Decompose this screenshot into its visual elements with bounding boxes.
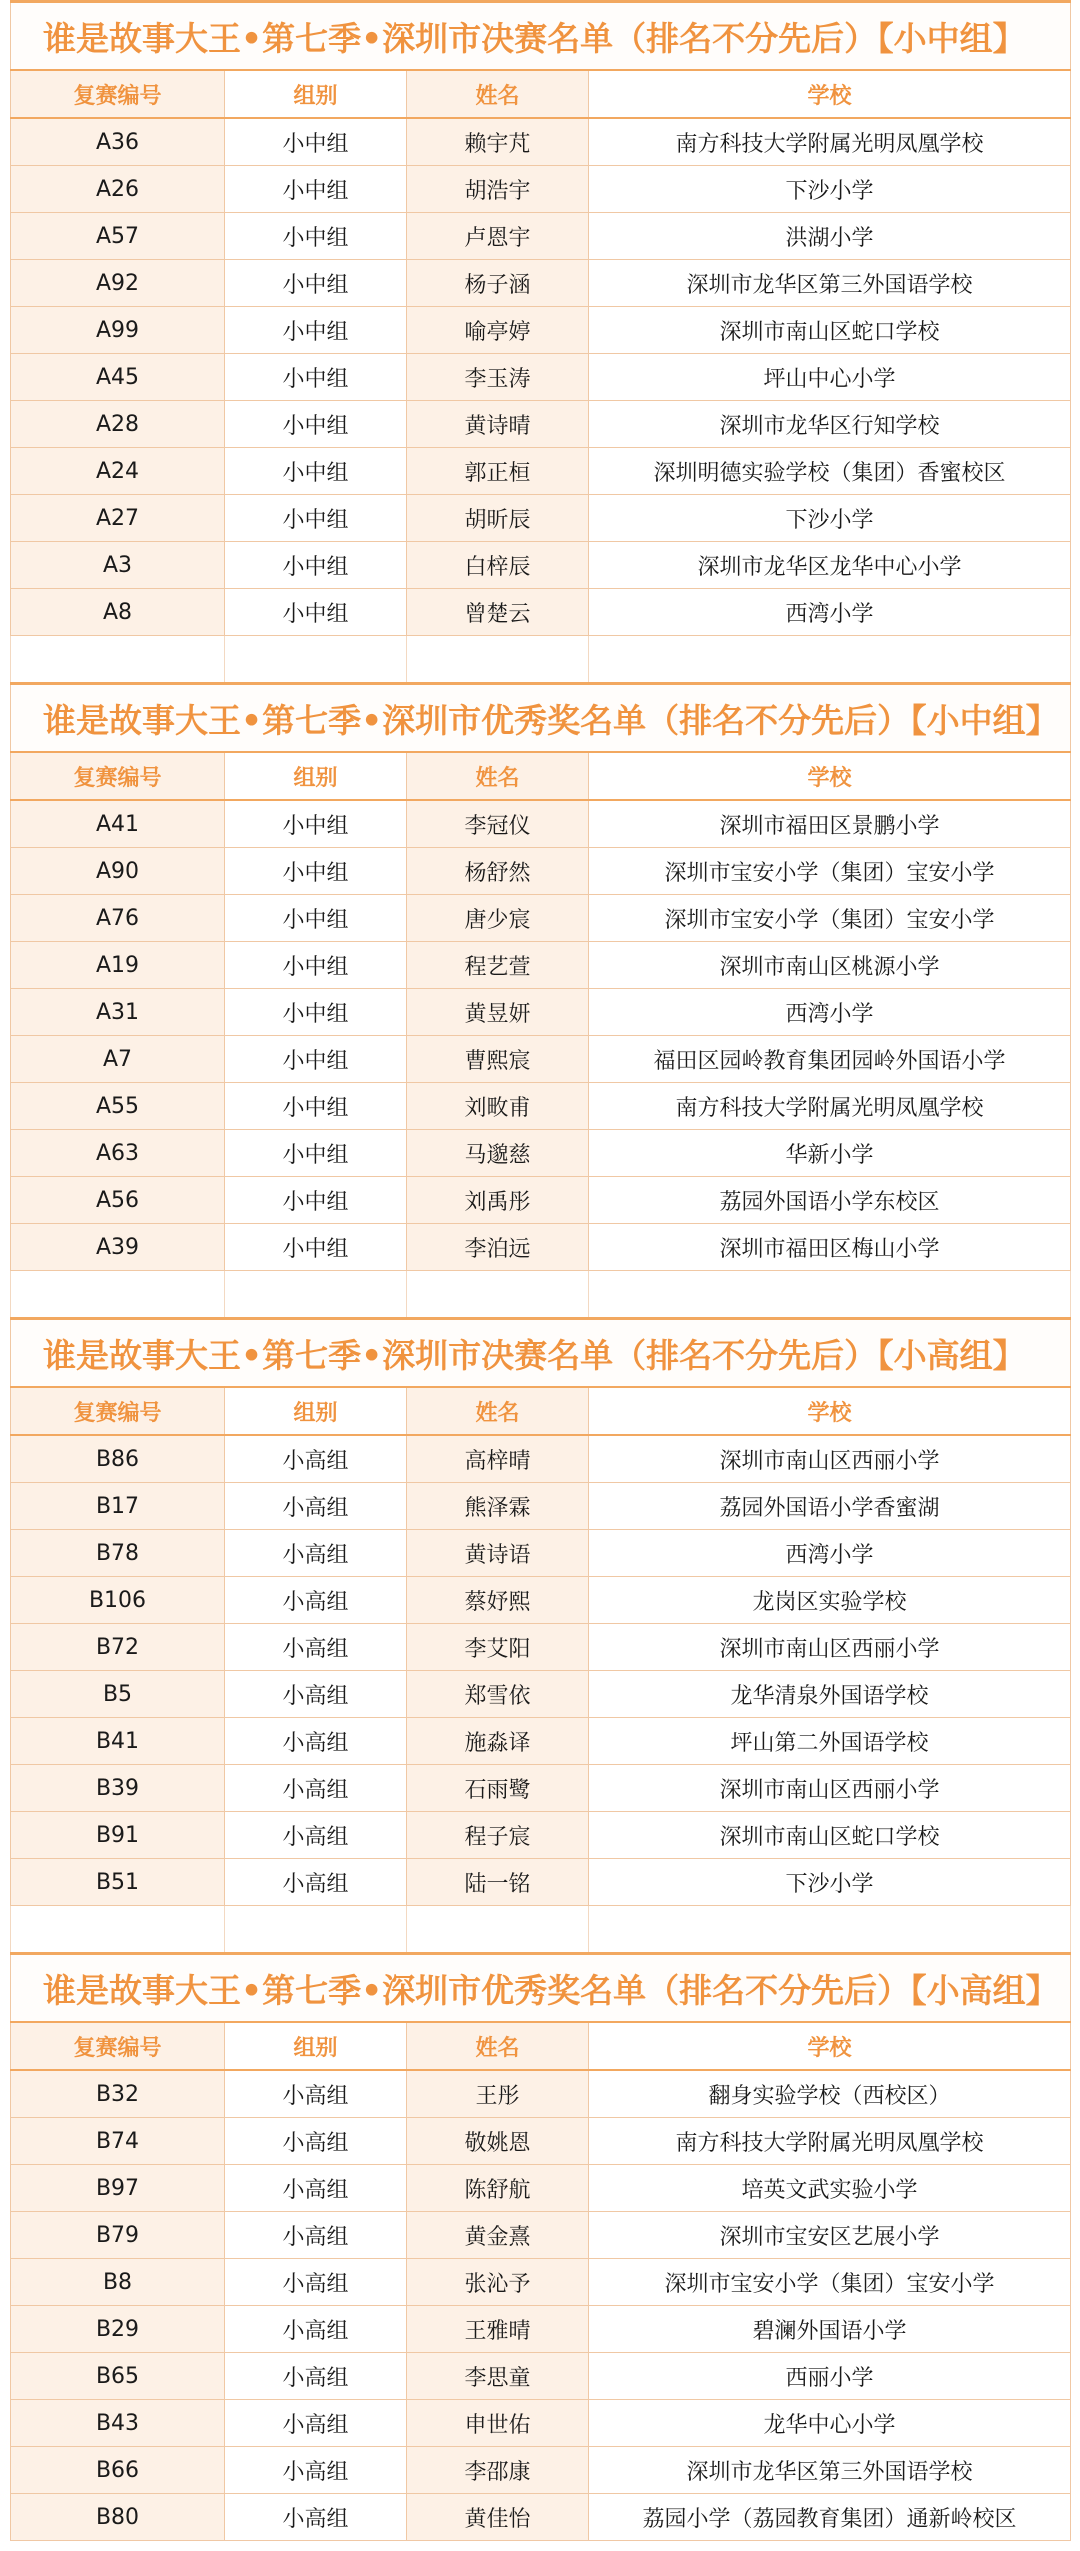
cell-group: 小高组 [225, 1624, 407, 1671]
cell-school: 西湾小学 [589, 989, 1071, 1036]
cell-name: 陈舒航 [407, 2165, 589, 2212]
cell-id: A19 [11, 942, 225, 989]
table-row [11, 1130, 1071, 1177]
cell-group: 小高组 [225, 2353, 407, 2400]
table-row [11, 1530, 1071, 1577]
cell-id: B80 [11, 2494, 225, 2541]
cell-school: 龙岗区实验学校 [589, 1577, 1071, 1624]
cell-group: 小中组 [225, 213, 407, 260]
table-row [11, 1624, 1071, 1671]
cell-id: A28 [11, 401, 225, 448]
cell-id: B106 [11, 1577, 225, 1624]
cell-school: 深圳明德实验学校（集团）香蜜校区 [589, 448, 1071, 495]
cell-id: A55 [11, 1083, 225, 1130]
header-group: 组别 [225, 752, 407, 800]
cell-school: 南方科技大学附属光明凤凰学校 [589, 1083, 1071, 1130]
cell-school: 西湾小学 [589, 1530, 1071, 1577]
spacer-cell [407, 636, 589, 684]
cell-name: 王彤 [407, 2070, 589, 2118]
cell-school: 深圳市南山区西丽小学 [589, 1435, 1071, 1483]
cell-group: 小中组 [225, 354, 407, 401]
cell-group: 小高组 [225, 1671, 407, 1718]
table-row [11, 2118, 1071, 2165]
cell-id: B41 [11, 1718, 225, 1765]
header-name: 姓名 [407, 70, 589, 118]
cell-group: 小高组 [225, 2165, 407, 2212]
table-row [11, 118, 1071, 166]
section-title-row [11, 684, 1071, 753]
cell-school: 下沙小学 [589, 495, 1071, 542]
table-row [11, 589, 1071, 636]
cell-school: 深圳市宝安小学（集团）宝安小学 [589, 2259, 1071, 2306]
cell-name: 蔡妤熙 [407, 1577, 589, 1624]
cell-school: 深圳市龙华区行知学校 [589, 401, 1071, 448]
cell-group: 小高组 [225, 2070, 407, 2118]
cell-school: 荔园外国语小学香蜜湖 [589, 1483, 1071, 1530]
cell-school: 深圳市南山区西丽小学 [589, 1624, 1071, 1671]
cell-school: 深圳市南山区蛇口学校 [589, 1812, 1071, 1859]
cell-name: 施淼译 [407, 1718, 589, 1765]
section-title: 谁是故事大王•第七季•深圳市决赛名单（排名不分先后）【小高组】 [11, 1319, 1071, 1388]
cell-name: 李泊远 [407, 1224, 589, 1271]
cell-group: 小高组 [225, 1435, 407, 1483]
cell-school: 南方科技大学附属光明凤凰学校 [589, 2118, 1071, 2165]
cell-id: A3 [11, 542, 225, 589]
cell-school: 深圳市福田区梅山小学 [589, 1224, 1071, 1271]
cell-name: 曹熙宸 [407, 1036, 589, 1083]
spacer-cell [589, 636, 1071, 684]
cell-id: A90 [11, 848, 225, 895]
cell-name: 高梓晴 [407, 1435, 589, 1483]
table-row [11, 848, 1071, 895]
cell-name: 胡昕辰 [407, 495, 589, 542]
cell-name: 黄诗语 [407, 1530, 589, 1577]
cell-name: 曾楚云 [407, 589, 589, 636]
table-row [11, 542, 1071, 589]
cell-id: B17 [11, 1483, 225, 1530]
cell-id: A41 [11, 800, 225, 848]
cell-id: B43 [11, 2400, 225, 2447]
cell-name: 胡浩宇 [407, 166, 589, 213]
cell-school: 荔园小学（荔园教育集团）通新岭校区 [589, 2494, 1071, 2541]
cell-name: 李冠仪 [407, 800, 589, 848]
cell-id: B97 [11, 2165, 225, 2212]
cell-name: 石雨鹭 [407, 1765, 589, 1812]
cell-id: B39 [11, 1765, 225, 1812]
table-row [11, 307, 1071, 354]
header-id: 复赛编号 [11, 1387, 225, 1435]
table-row [11, 1765, 1071, 1812]
cell-id: A57 [11, 213, 225, 260]
cell-name: 程艺萱 [407, 942, 589, 989]
table-row [11, 1859, 1071, 1906]
table-row [11, 1718, 1071, 1765]
cell-group: 小中组 [225, 800, 407, 848]
spacer-cell [407, 1906, 589, 1954]
header-id: 复赛编号 [11, 2022, 225, 2070]
cell-school: 华新小学 [589, 1130, 1071, 1177]
table-row [11, 401, 1071, 448]
cell-name: 李思童 [407, 2353, 589, 2400]
table-row [11, 1483, 1071, 1530]
cell-school: 下沙小学 [589, 166, 1071, 213]
cell-school: 深圳市南山区桃源小学 [589, 942, 1071, 989]
cell-school: 深圳市福田区景鹏小学 [589, 800, 1071, 848]
cell-name: 李玉涛 [407, 354, 589, 401]
section-title: 谁是故事大王•第七季•深圳市决赛名单（排名不分先后）【小中组】 [11, 2, 1071, 71]
cell-name: 熊泽霖 [407, 1483, 589, 1530]
header-group: 组别 [225, 2022, 407, 2070]
section-title-row [11, 2, 1071, 71]
cell-group: 小高组 [225, 1718, 407, 1765]
header-name: 姓名 [407, 752, 589, 800]
cell-group: 小中组 [225, 1130, 407, 1177]
cell-group: 小高组 [225, 1765, 407, 1812]
cell-name: 卢恩宇 [407, 213, 589, 260]
spacer-cell [589, 1906, 1071, 1954]
cell-id: B32 [11, 2070, 225, 2118]
cell-name: 张沁予 [407, 2259, 589, 2306]
cell-id: A27 [11, 495, 225, 542]
header-id: 复赛编号 [11, 752, 225, 800]
header-name: 姓名 [407, 1387, 589, 1435]
table-row [11, 942, 1071, 989]
spacer-cell [11, 1906, 225, 1954]
cell-school: 下沙小学 [589, 1859, 1071, 1906]
spacer-cell [225, 1906, 407, 1954]
table-row [11, 989, 1071, 1036]
cell-school: 深圳市宝安小学（集团）宝安小学 [589, 848, 1071, 895]
cell-name: 黄昱妍 [407, 989, 589, 1036]
table-row [11, 2400, 1071, 2447]
cell-name: 马邈慈 [407, 1130, 589, 1177]
cell-group: 小中组 [225, 1224, 407, 1271]
section-title-row [11, 1954, 1071, 2023]
cell-school: 南方科技大学附属光明凤凰学校 [589, 118, 1071, 166]
cell-id: A8 [11, 589, 225, 636]
cell-name: 黄诗晴 [407, 401, 589, 448]
cell-group: 小高组 [225, 1577, 407, 1624]
cell-group: 小高组 [225, 1530, 407, 1577]
cell-group: 小中组 [225, 542, 407, 589]
cell-group: 小中组 [225, 1083, 407, 1130]
table-row [11, 1812, 1071, 1859]
header-school: 学校 [589, 752, 1071, 800]
cell-id: A92 [11, 260, 225, 307]
cell-group: 小高组 [225, 1812, 407, 1859]
cell-id: B79 [11, 2212, 225, 2259]
cell-id: B65 [11, 2353, 225, 2400]
table-row [11, 2306, 1071, 2353]
table-row [11, 2447, 1071, 2494]
header-group: 组别 [225, 1387, 407, 1435]
cell-group: 小中组 [225, 1177, 407, 1224]
header-school: 学校 [589, 70, 1071, 118]
cell-name: 程子宸 [407, 1812, 589, 1859]
cell-group: 小中组 [225, 989, 407, 1036]
cell-school: 龙华中心小学 [589, 2400, 1071, 2447]
table-row [11, 448, 1071, 495]
cell-school: 深圳市龙华区龙华中心小学 [589, 542, 1071, 589]
cell-name: 刘畋甫 [407, 1083, 589, 1130]
table-row [11, 800, 1071, 848]
spacer-row [11, 1271, 1071, 1319]
cell-id: B91 [11, 1812, 225, 1859]
section-title-row [11, 1319, 1071, 1388]
cell-group: 小高组 [225, 1859, 407, 1906]
cell-name: 赖宇芃 [407, 118, 589, 166]
header-row [11, 70, 1071, 118]
cell-group: 小高组 [225, 2306, 407, 2353]
cell-name: 敬姚恩 [407, 2118, 589, 2165]
cell-group: 小高组 [225, 2212, 407, 2259]
cell-id: A63 [11, 1130, 225, 1177]
cell-school: 西丽小学 [589, 2353, 1071, 2400]
table-row [11, 2070, 1071, 2118]
header-name: 姓名 [407, 2022, 589, 2070]
cell-group: 小中组 [225, 118, 407, 166]
table-row [11, 260, 1071, 307]
cell-school: 福田区园岭教育集团园岭外国语小学 [589, 1036, 1071, 1083]
cell-school: 碧澜外国语小学 [589, 2306, 1071, 2353]
table-row [11, 2353, 1071, 2400]
header-id: 复赛编号 [11, 70, 225, 118]
spacer-cell [407, 1271, 589, 1319]
section-title: 谁是故事大王•第七季•深圳市优秀奖名单（排名不分先后）【小高组】 [11, 1954, 1071, 2023]
table-row [11, 895, 1071, 942]
cell-id: A99 [11, 307, 225, 354]
header-group: 组别 [225, 70, 407, 118]
table-row [11, 2165, 1071, 2212]
cell-group: 小高组 [225, 2118, 407, 2165]
cell-school: 深圳市南山区蛇口学校 [589, 307, 1071, 354]
table-row [11, 2212, 1071, 2259]
cell-name: 白梓辰 [407, 542, 589, 589]
cell-id: A24 [11, 448, 225, 495]
cell-group: 小中组 [225, 942, 407, 989]
cell-group: 小中组 [225, 895, 407, 942]
cell-group: 小中组 [225, 448, 407, 495]
cell-name: 黄佳怡 [407, 2494, 589, 2541]
table-row [11, 1671, 1071, 1718]
cell-name: 申世佑 [407, 2400, 589, 2447]
results-table [10, 0, 1071, 2541]
cell-school: 深圳市宝安区艺展小学 [589, 2212, 1071, 2259]
cell-id: A7 [11, 1036, 225, 1083]
cell-group: 小中组 [225, 1036, 407, 1083]
cell-name: 郑雪依 [407, 1671, 589, 1718]
spacer-cell [589, 1271, 1071, 1319]
table-row [11, 2259, 1071, 2306]
cell-name: 刘禹彤 [407, 1177, 589, 1224]
spacer-cell [225, 636, 407, 684]
table-row [11, 1036, 1071, 1083]
spacer-cell [11, 636, 225, 684]
cell-id: A56 [11, 1177, 225, 1224]
cell-group: 小高组 [225, 2259, 407, 2306]
cell-id: A39 [11, 1224, 225, 1271]
cell-id: B8 [11, 2259, 225, 2306]
table-row [11, 1224, 1071, 1271]
cell-name: 杨子涵 [407, 260, 589, 307]
cell-group: 小高组 [225, 2447, 407, 2494]
cell-group: 小高组 [225, 2400, 407, 2447]
cell-group: 小中组 [225, 495, 407, 542]
cell-school: 坪山第二外国语学校 [589, 1718, 1071, 1765]
header-row [11, 1387, 1071, 1435]
table-row [11, 166, 1071, 213]
cell-school: 深圳市宝安小学（集团）宝安小学 [589, 895, 1071, 942]
header-row [11, 752, 1071, 800]
table-row [11, 1177, 1071, 1224]
cell-id: B74 [11, 2118, 225, 2165]
cell-school: 培英文武实验小学 [589, 2165, 1071, 2212]
cell-id: B51 [11, 1859, 225, 1906]
section-title: 谁是故事大王•第七季•深圳市优秀奖名单（排名不分先后）【小中组】 [11, 684, 1071, 753]
cell-school: 西湾小学 [589, 589, 1071, 636]
spacer-row [11, 1906, 1071, 1954]
spacer-cell [11, 1271, 225, 1319]
spacer-row [11, 636, 1071, 684]
cell-id: A45 [11, 354, 225, 401]
cell-id: A31 [11, 989, 225, 1036]
cell-id: B78 [11, 1530, 225, 1577]
cell-group: 小中组 [225, 589, 407, 636]
header-school: 学校 [589, 1387, 1071, 1435]
cell-group: 小中组 [225, 401, 407, 448]
cell-school: 深圳市龙华区第三外国语学校 [589, 260, 1071, 307]
table-row [11, 213, 1071, 260]
cell-school: 荔园外国语小学东校区 [589, 1177, 1071, 1224]
cell-school: 洪湖小学 [589, 213, 1071, 260]
cell-id: B66 [11, 2447, 225, 2494]
cell-school: 龙华清泉外国语学校 [589, 1671, 1071, 1718]
cell-name: 王雅晴 [407, 2306, 589, 2353]
table-row [11, 1577, 1071, 1624]
table-row [11, 1083, 1071, 1130]
table-row [11, 2494, 1071, 2541]
cell-name: 喻亭婷 [407, 307, 589, 354]
cell-name: 唐少宸 [407, 895, 589, 942]
cell-school: 坪山中心小学 [589, 354, 1071, 401]
cell-group: 小中组 [225, 166, 407, 213]
cell-name: 杨舒然 [407, 848, 589, 895]
cell-school: 深圳市南山区西丽小学 [589, 1765, 1071, 1812]
table-row [11, 1435, 1071, 1483]
cell-group: 小中组 [225, 260, 407, 307]
cell-name: 陆一铭 [407, 1859, 589, 1906]
cell-name: 李邵康 [407, 2447, 589, 2494]
cell-name: 李艾阳 [407, 1624, 589, 1671]
cell-id: B72 [11, 1624, 225, 1671]
cell-group: 小中组 [225, 307, 407, 354]
cell-id: A36 [11, 118, 225, 166]
cell-id: A26 [11, 166, 225, 213]
cell-school: 翻身实验学校（西校区） [589, 2070, 1071, 2118]
cell-name: 郭正桓 [407, 448, 589, 495]
table-row [11, 495, 1071, 542]
table-row [11, 354, 1071, 401]
spacer-cell [225, 1271, 407, 1319]
cell-id: B29 [11, 2306, 225, 2353]
cell-id: B5 [11, 1671, 225, 1718]
cell-id: A76 [11, 895, 225, 942]
cell-school: 深圳市龙华区第三外国语学校 [589, 2447, 1071, 2494]
cell-group: 小中组 [225, 848, 407, 895]
cell-id: B86 [11, 1435, 225, 1483]
cell-name: 黄金熹 [407, 2212, 589, 2259]
header-school: 学校 [589, 2022, 1071, 2070]
header-row [11, 2022, 1071, 2070]
cell-group: 小高组 [225, 2494, 407, 2541]
cell-group: 小高组 [225, 1483, 407, 1530]
